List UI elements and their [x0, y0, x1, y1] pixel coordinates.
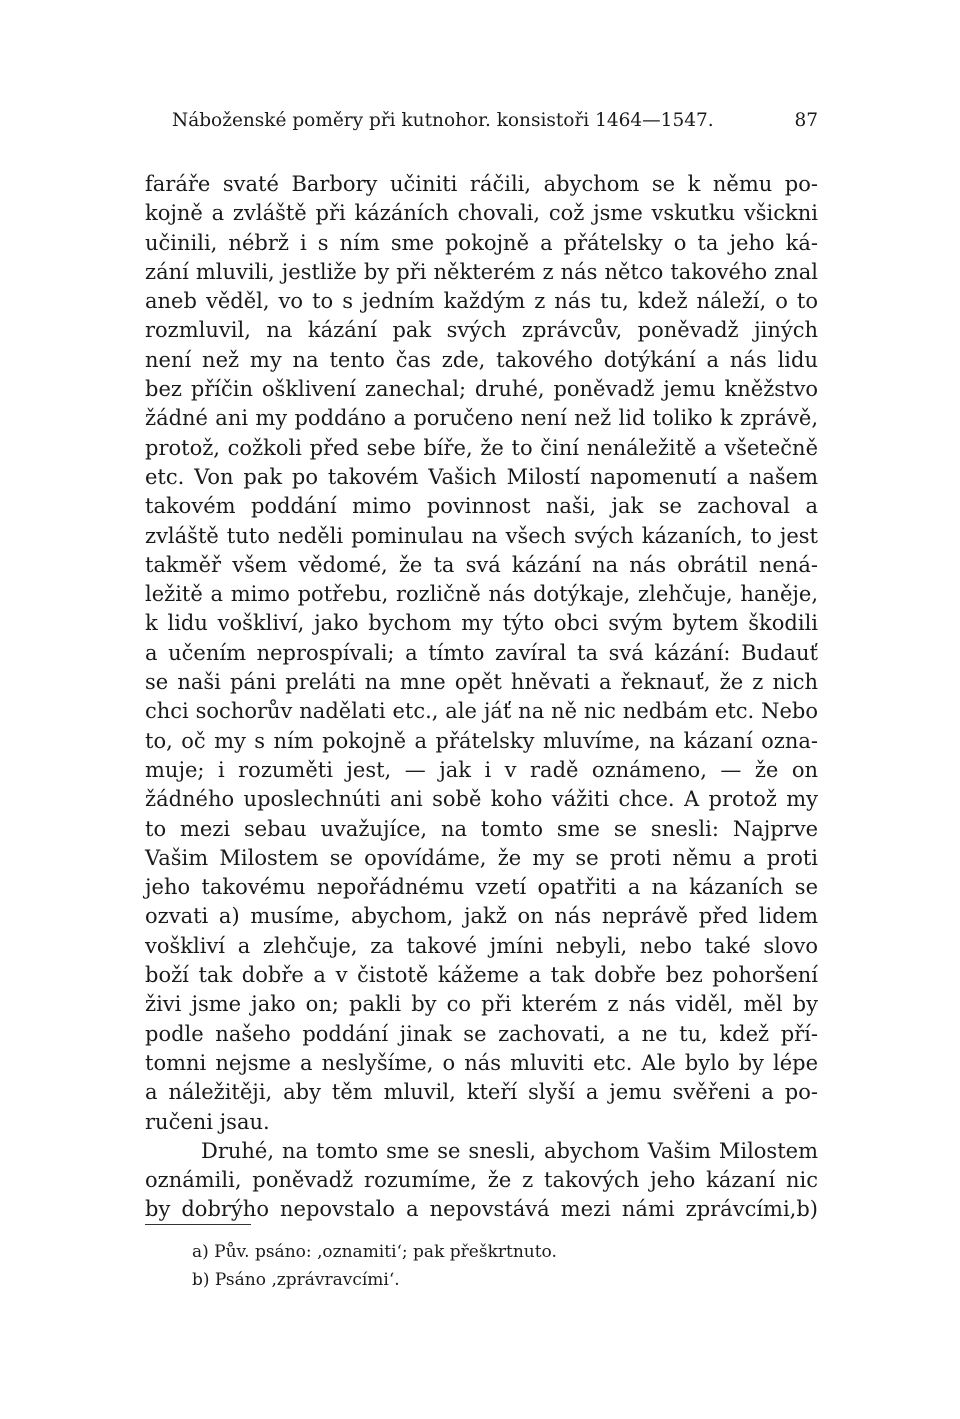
text-line: faráře svaté Barbory učiniti ráčili, abychom se k němu po- [145, 172, 818, 196]
text-line: ručeni jsau. [145, 1109, 270, 1134]
footnote: a) Pův. psáno: ‚oznamiti‘; pak přeškrtnuto. [192, 1242, 557, 1262]
text-line: boží tak dobře a v čistotě kážeme a tak dobře bez pohoršení [145, 963, 818, 988]
running-title: Náboženské poměry při kutnohor. konsistoři 1464—1547. [172, 110, 714, 131]
running-header [172, 110, 818, 140]
footnote: b) Psáno ‚zprávravcími‘. [192, 1270, 400, 1290]
footnotes [192, 1238, 812, 1294]
page-number: 87 [794, 110, 818, 131]
text-line: a náležitěji, aby těm mluvil, kteří slyší a jemu svěřeni a po- [145, 1080, 818, 1105]
text-line: jeho takovému nepořádnému vzetí opatřiti a na kázaních se [145, 875, 818, 900]
text-line: Druhé, na tomto sme se snesli, abychom Vašim Milostem [201, 1138, 818, 1163]
text-line: tomni nejsme a neslyšíme, o nás mluviti etc. Ale bylo by lépe [145, 1050, 818, 1075]
text-line: muje; i rozuměti jest, — jak i v radě oznámeno, — že on [145, 757, 818, 782]
text-line: bez příčin ošklivení zanechal; druhé, poněvadž jemu kněžstvo [145, 377, 818, 402]
text-line: etc. Von pak po takovém Vašich Milostí napomenutí a našem [145, 464, 818, 489]
text-line: se naši páni preláti na mne opět hněvati a řeknauť, že z nich [145, 670, 818, 695]
text-line: oznámili, poněvadž rozumíme, že z takových jeho kázaní nic [145, 1168, 818, 1193]
text-line: rozmluvil, na kázání pak svých zprávcův, poněvadž jiných [145, 318, 818, 343]
footnote-divider [145, 1224, 251, 1225]
text-line: není než my na tento čas zde, takového dotýkání a nás lidu [145, 347, 818, 372]
text-line: aneb věděl, vo to s jedním každým z nás tu, kdež náleží, o to [145, 289, 818, 314]
text-line: chci sochorův nadělati etc., ale jáť na ně nic nedbám etc. Nebo [145, 699, 818, 724]
text-line: takměř všem vědomé, že ta svá kázání na nás obrátil nená- [145, 552, 818, 577]
text-line: podle našeho poddání jinak se zachovati, a ne tu, kdež pří- [145, 1021, 818, 1046]
text-line: k lidu voškliví, jako bychom my týto obci svým bytem škodili [145, 611, 818, 636]
text-line: žádné ani my poddáno a poručeno není než lid toliko k zprávě, [145, 406, 818, 431]
body-text [145, 170, 818, 1225]
text-line: ležitě a mimo potřebu, rozličně nás dotýkaje, zlehčuje, haněje, [145, 582, 818, 607]
text-line: to, oč my s ním pokojně a přátelsky mluvíme, na kázaní ozna- [145, 728, 818, 753]
text-line: by dobrýho nepovstalo a nepovstává mezi námi zprávcími,b) [145, 1197, 818, 1222]
text-line: kojně a zvláště při kázáních chovali, což jsme vskutku všickni [145, 201, 818, 226]
text-line: učinili, nébrž i s ním sme pokojně a přátelsky o ta jeho ká- [145, 230, 818, 255]
text-line: takovém poddání mimo povinnost naši, jak se zachoval a [145, 494, 818, 519]
text-line: voškliví a zlehčuje, za takové jmíni nebyli, nebo také slovo [145, 933, 818, 958]
text-line: živi jsme jako on; pakli by co při kterém z nás viděl, měl by [145, 992, 818, 1017]
text-line: ozvati a) musíme, abychom, jakž on nás neprávě před lidem [145, 904, 818, 929]
text-line: protož, cožkoli před sebe bíře, že to činí nenáležitě a všetečně [145, 435, 818, 460]
text-line: žádného uposlechnúti ani sobě koho vážiti chce. A protož my [145, 787, 818, 812]
text-line: to mezi sebau uvažujíce, na tomto sme se snesli: Najprve [145, 816, 818, 841]
text-line: Vašim Milostem se opovídáme, že my se proti němu a proti [145, 845, 818, 870]
text-line: zání mluvili, jestliže by při některém z nás nětco takového znal [145, 259, 818, 284]
text-line: a učením neprospívali; a tímto zavíral ta svá kázání: Budauť [145, 640, 818, 665]
text-line: zvláště tuto neděli pominulau na všech svých kázaních, to jest [145, 523, 818, 548]
